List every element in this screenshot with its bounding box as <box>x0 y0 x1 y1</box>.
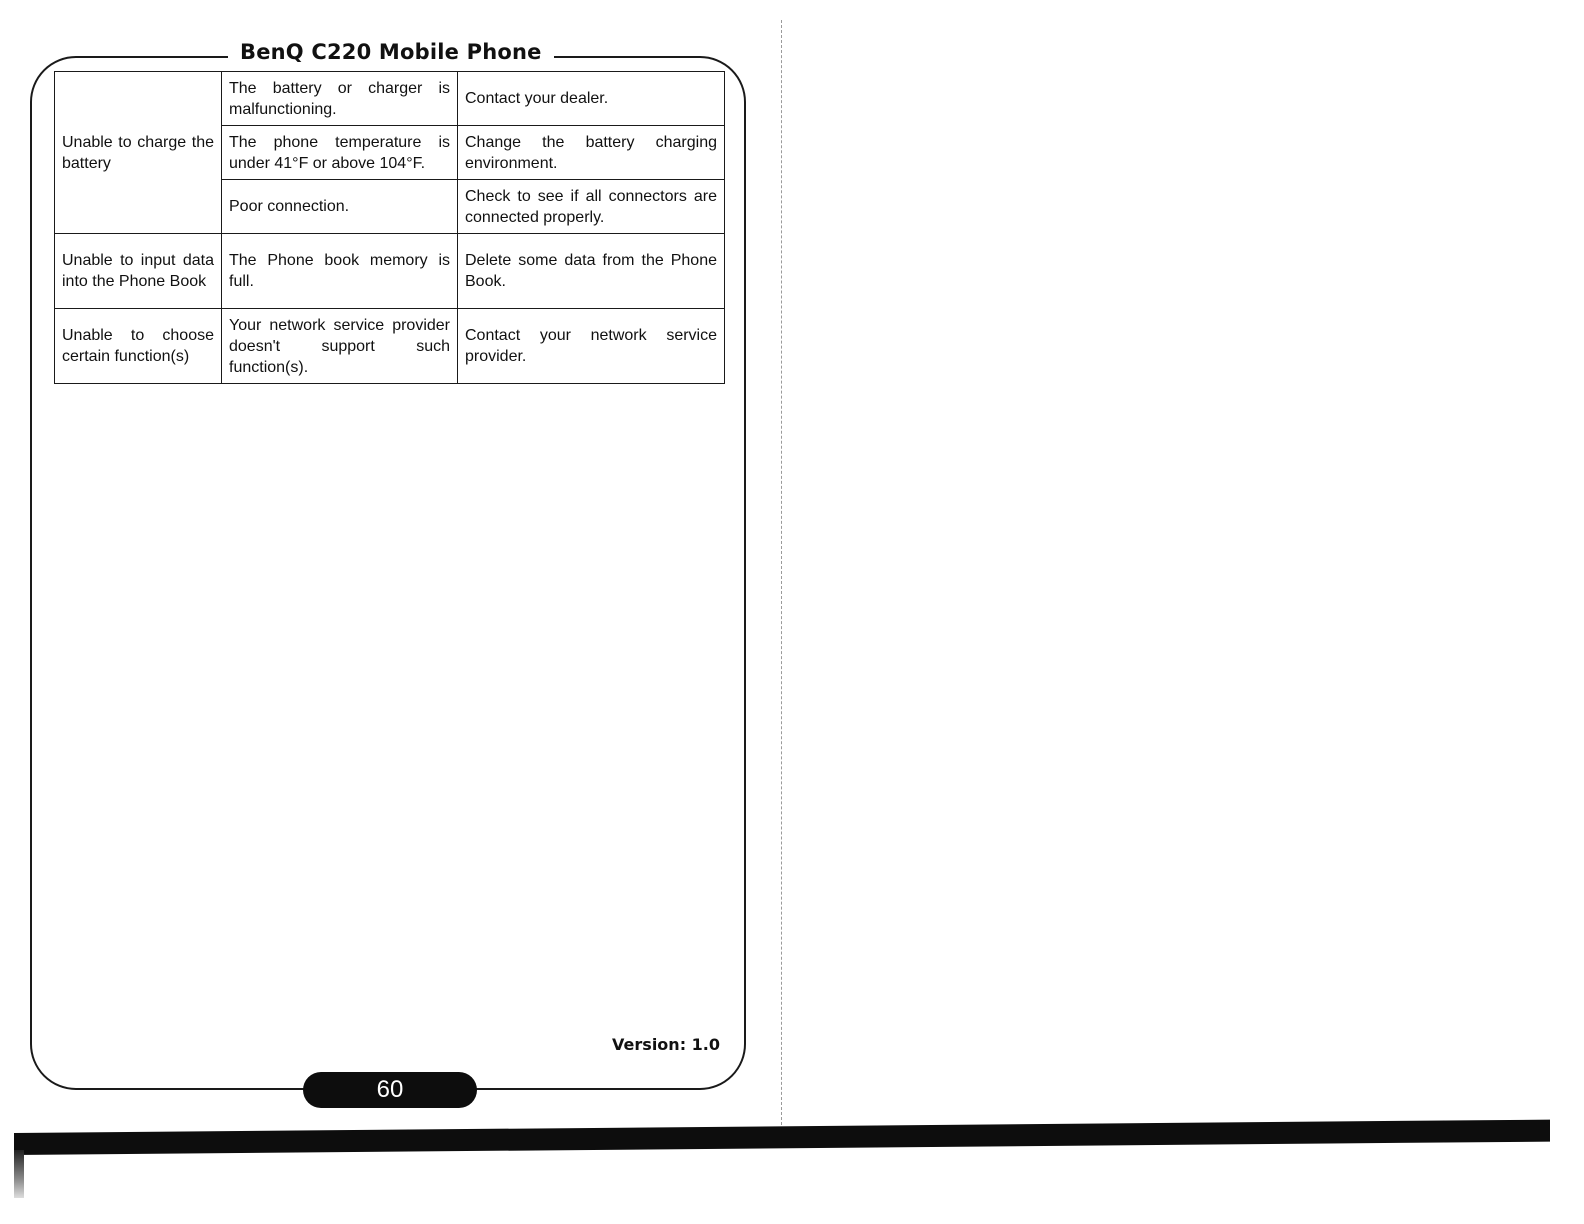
cause-cell: The phone temperature is under 41°F or above 104°F. <box>222 126 458 180</box>
scan-edge-bar <box>14 1120 1550 1155</box>
problem-cell: Unable to input data into the Phone Book <box>55 234 222 309</box>
solution-cell: Contact your dealer. <box>458 72 725 126</box>
cause-cell: The battery or charger is malfunctioning. <box>222 72 458 126</box>
cause-cell: The Phone book memory is full. <box>222 234 458 309</box>
solution-cell: Contact your network service provider. <box>458 309 725 384</box>
scan-edge-shadow <box>14 1150 24 1198</box>
page-number: 60 <box>303 1072 477 1108</box>
cause-cell: Your network service provider doesn't support such function(s). <box>222 309 458 384</box>
solution-cell: Check to see if all connectors are connected properly. <box>458 180 725 234</box>
table-row <box>55 234 725 309</box>
solution-cell: Change the battery charging environment. <box>458 126 725 180</box>
problem-cell: Unable to choose certain function(s) <box>55 309 222 384</box>
version-label: Version: 1.0 <box>612 1035 720 1054</box>
fold-line <box>781 20 782 1130</box>
solution-cell: Delete some data from the Phone Book. <box>458 234 725 309</box>
page-title: BenQ C220 Mobile Phone <box>228 36 554 68</box>
table-row <box>55 72 725 126</box>
table-row <box>55 309 725 384</box>
troubleshooting-table <box>54 71 725 384</box>
cause-cell: Poor connection. <box>222 180 458 234</box>
problem-cell: Unable to charge the battery <box>55 72 222 234</box>
